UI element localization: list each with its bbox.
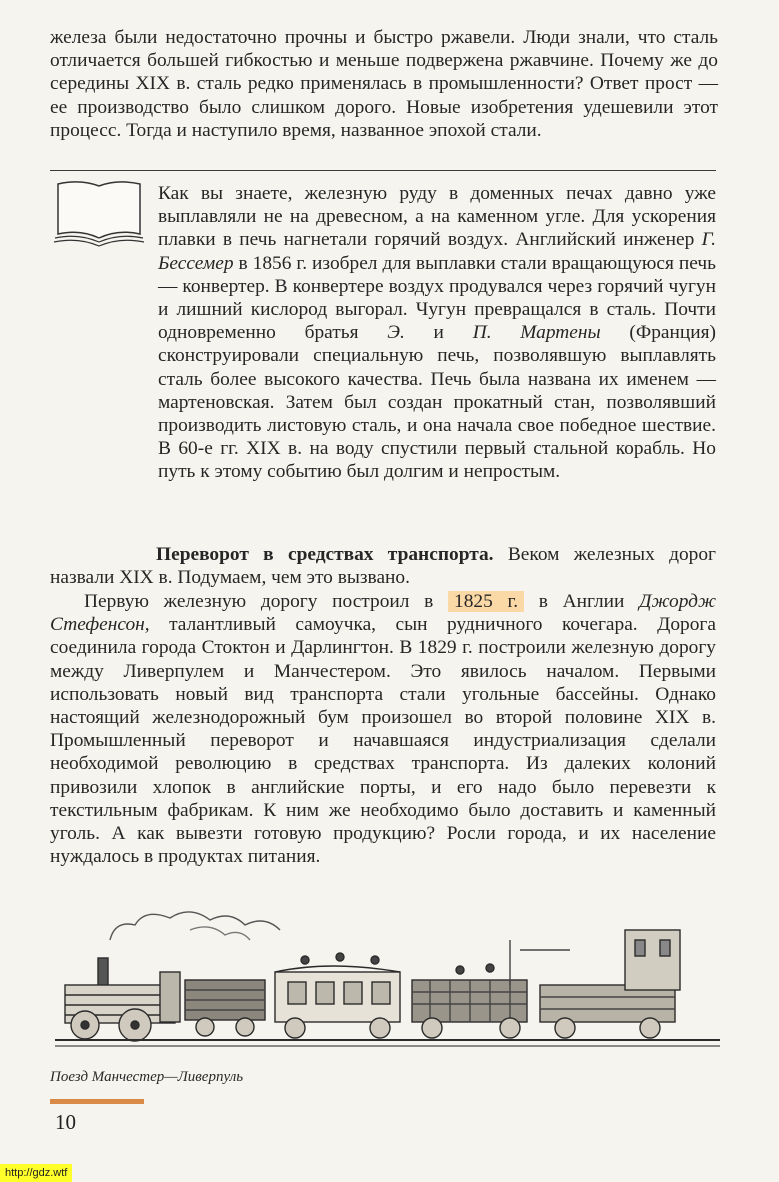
steam-train-illustration <box>40 900 730 1060</box>
page-number-accent-bar <box>50 1099 144 1104</box>
section-divider <box>50 170 716 171</box>
illustration-caption: Поезд Манчестер—Ливерпуль <box>50 1069 244 1085</box>
info-box-segment: Как вы знаете, железную руду в доменных печах давно уже выплавляли не на древесном, а на каменном угле. Для ускорения плавки в печь нагнетали горячий воздух. Английский инженер <box>158 183 716 251</box>
info-box-segment: Г. Бессемер <box>158 229 716 274</box>
main-text-rest: , талантливый самоучка, сын рудничного кочегара. Дорога соединила города Стоктон и Дарлингтон. В 1829 г. построили железную дорогу между Ливерпулем и Манчестером. Это явилось началом. Первыми использовать новый вид транспорта стали угольные бассейны. Однако настоящий железнодорожный бум произошел во второй половине XIX в. Промышленный переворот и начавшаяся индустриализация сделали необходимой революцию в средствах транспорта. Из далеких колоний привозили хлопок в английские порты, и его надо было перевезти к текстильным фабрикам. К ним же необходимо было доставить и каменный уголь. А как вывезти готовую продукцию? Росли города, и их население нуждалось в продуктах питания. <box>50 614 716 868</box>
section-intro-paragraph <box>50 543 716 589</box>
info-box-segment: Э. <box>387 322 405 344</box>
info-box-text <box>158 182 716 484</box>
info-box-segment: П. Мартены <box>472 322 601 344</box>
section-heading: Переворот в средствах транспорта. <box>156 544 494 565</box>
main-paragraph <box>50 590 716 868</box>
info-box-segment: в 1856 г. изобрел для выплавки стали вращающуюся печь — конвертер. В конвертере воздух продувался через горячий чугун и лишний кислород выгорал. Чугун превращался в сталь. Почти одновременно братья <box>158 252 716 344</box>
intro-paragraph: железа были недостаточно прочны и быстро ржавели. Люди знали, что сталь отличается большей гибкостью и меньше подвержена ржавчине. Почему же до середины XIX в. сталь редко применялась в промышленности? Ответ прост — ее производство было слишком дорого. Новые изобретения удешевили этот процесс. Тогда и наступило время, названное эпохой стали. <box>50 27 718 141</box>
person-name: Джордж Стефенсон <box>50 591 716 636</box>
main-text-after-date: в Англии <box>524 591 640 612</box>
watermark-link[interactable]: http://gdz.wtf <box>0 1164 72 1182</box>
info-box-segment: и <box>404 322 473 344</box>
section-heading-tail: Веком железных дорог назвали XIX в. Подумаем, чем это вызвано. <box>50 544 716 589</box>
highlighted-date: 1825 г. <box>448 591 524 612</box>
main-text-before-date: Первую железную дорогу построил в <box>84 591 449 612</box>
info-box-segment: (Франция) сконструировали специальную печь, позволявшую выплавлять сталь более высокого качества. Печь была названа их именем — мартеновская. Затем был создан прокатный стан, позволявший производить листовую сталь, и она начала свое победное шествие. В 60-е гг. XIX в. на воду спустили первый стальной корабль. Но путь к этому событию был долгим и непростым. <box>158 322 717 483</box>
open-book-icon <box>52 176 146 248</box>
page-number: 10 <box>55 1110 76 1134</box>
